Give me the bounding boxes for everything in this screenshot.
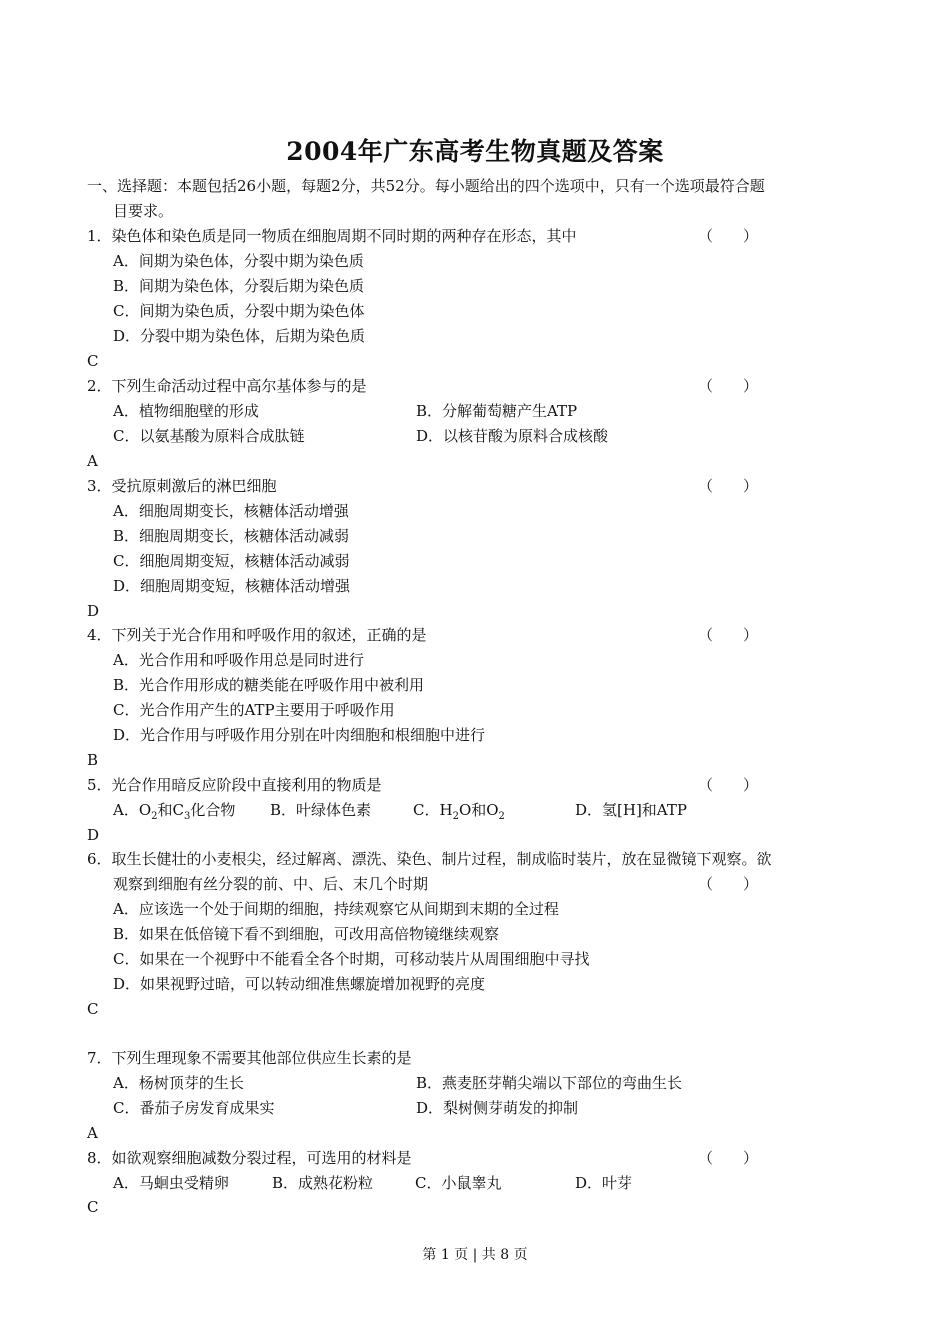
option-d: D．氢[H]和ATP xyxy=(575,801,687,819)
answer-bracket: （ ） xyxy=(698,477,759,495)
question-7-stem: 7．下列生理现象不需要其他部位供应生长素的是 xyxy=(87,1049,412,1067)
option-d: D．光合作用与呼吸作用分别在叶肉细胞和根细胞中进行 xyxy=(113,726,486,744)
option-a: A．杨树顶芽的生长 xyxy=(113,1074,244,1092)
option-a: A．$O_2$和$C_3$化合物 xyxy=(113,801,236,822)
question-6-stem-cont: 观察到细胞有丝分裂的前、中、后、末几个时期 xyxy=(113,875,429,893)
section-instructions-cont: 目要求。 xyxy=(113,202,174,220)
option-b: B．如果在低倍镜下看不到细胞，可改用高倍物镜继续观察 xyxy=(113,925,500,943)
option-c: C．$H_2O$和$O_2$ xyxy=(413,801,505,822)
answer-bracket: （ ） xyxy=(698,377,759,395)
question-6-stem: 6．取生长健壮的小麦根尖，经过解离、漂洗、染色、制片过程，制成临时装片，放在显微镜下观察。欲 xyxy=(87,850,772,868)
answer: A xyxy=(87,1124,98,1142)
answer: C xyxy=(87,352,99,370)
answer: C xyxy=(87,1000,99,1018)
option-c: C．细胞周期变短，核糖体活动减弱 xyxy=(113,552,350,570)
option-c: C．如果在一个视野中不能看全各个时期，可移动装片从周围细胞中寻找 xyxy=(113,950,590,968)
question-5-stem: 5．光合作用暗反应阶段中直接利用的物质是 xyxy=(87,776,382,794)
answer: D xyxy=(87,826,100,844)
option-a: A．马蛔虫受精卵 xyxy=(113,1174,229,1192)
option-d: D．如果视野过暗，可以转动细准焦螺旋增加视野的亮度 xyxy=(113,975,486,993)
option-b: B．燕麦胚芽鞘尖端以下部位的弯曲生长 xyxy=(416,1074,683,1092)
option-c: C．以氨基酸为原料合成肽链 xyxy=(113,427,305,445)
answer-bracket: （ ） xyxy=(698,1149,759,1167)
answer-bracket: （ ） xyxy=(698,626,759,644)
option-c: C．间期为染色质，分裂中期为染色体 xyxy=(113,302,365,320)
answer: B xyxy=(87,751,99,769)
option-d: D．梨树侧芽萌发的抑制 xyxy=(416,1099,579,1117)
answer: A xyxy=(87,452,98,470)
answer-bracket: （ ） xyxy=(698,875,759,893)
option-d: D．分裂中期为染色体，后期为染色质 xyxy=(113,327,366,345)
option-d: D．叶芽 xyxy=(575,1174,633,1192)
answer-bracket: （ ） xyxy=(698,776,759,794)
option-a: A．光合作用和呼吸作用总是同时进行 xyxy=(113,651,364,669)
option-b: B．间期为染色体，分裂后期为染色质 xyxy=(113,277,365,295)
question-2-stem: 2．下列生命活动过程中高尔基体参与的是 xyxy=(87,377,367,395)
answer: D xyxy=(87,602,100,620)
option-d: D．以核苷酸为原料合成核酸 xyxy=(416,427,609,445)
option-b: B．光合作用形成的糖类能在呼吸作用中被利用 xyxy=(113,676,425,694)
question-4-stem: 4．下列关于光合作用和呼吸作用的叙述，正确的是 xyxy=(87,626,427,644)
option-a: A．植物细胞壁的形成 xyxy=(113,402,259,420)
page-footer: 第 1 页 | 共 8 页 xyxy=(422,1247,528,1263)
page-title: 2004年广东高考生物真题及答案 xyxy=(286,137,664,166)
option-c: C．番茄子房发育成果实 xyxy=(113,1099,275,1117)
question-1-stem: 1．染色体和染色质是同一物质在细胞周期不同时期的两种存在形态，其中 xyxy=(87,227,577,245)
question-8-stem: 8．如欲观察细胞减数分裂过程，可选用的材料是 xyxy=(87,1149,412,1167)
option-a: A．应该选一个处于间期的细胞，持续观察它从间期到末期的全过程 xyxy=(113,900,559,918)
answer-bracket: （ ） xyxy=(698,227,759,245)
option-b: B．成熟花粉粒 xyxy=(272,1174,374,1192)
option-a: A．细胞周期变长，核糖体活动增强 xyxy=(113,502,349,520)
section-instructions: 一、选择题：本题包括26小题，每题2分，共52分。每小题给出的四个选项中，只有一个选项最符合题 xyxy=(87,177,765,195)
option-b: B．细胞周期变长，核糖体活动减弱 xyxy=(113,527,350,545)
option-d: D．细胞周期变短，核糖体活动增强 xyxy=(113,577,351,595)
option-a: A．间期为染色体，分裂中期为染色质 xyxy=(113,252,364,270)
option-b: B．叶绿体色素 xyxy=(270,801,372,819)
option-c: C．光合作用产生的ATP主要用于呼吸作用 xyxy=(113,701,395,719)
option-c: C．小鼠睾丸 xyxy=(415,1174,502,1192)
answer: C xyxy=(87,1198,99,1216)
question-3-stem: 3．受抗原刺激后的淋巴细胞 xyxy=(87,477,277,495)
option-b: B．分解葡萄糖产生ATP xyxy=(416,402,578,420)
